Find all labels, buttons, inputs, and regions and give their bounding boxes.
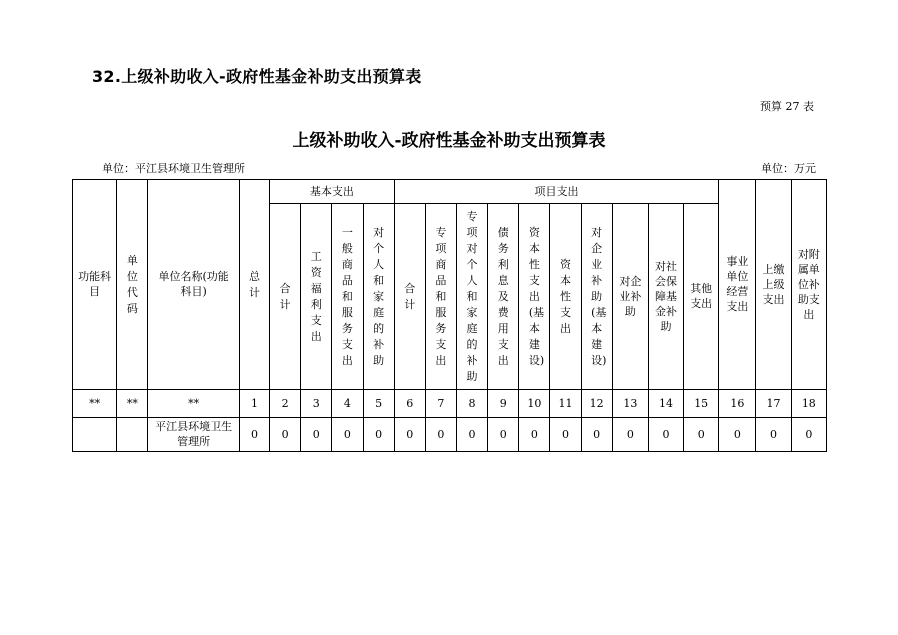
index-cell: ** (117, 390, 148, 418)
index-cell: 7 (425, 390, 456, 418)
header-basic-goods: 一般商品和服务支出 (332, 204, 363, 390)
unit-name-label: 单位：平江县环境卫生管理所 (102, 162, 245, 175)
data-value-cell: 0 (456, 418, 487, 452)
budget-table (72, 179, 827, 452)
index-cell: 2 (270, 390, 301, 418)
header-proj-other: 其他支出 (684, 204, 719, 390)
data-value-cell: 0 (519, 418, 550, 452)
data-unit-code (117, 418, 148, 452)
header-total: 总计 (239, 180, 269, 390)
header-basic-wages: 工资福利支出 (301, 204, 332, 390)
header-basic-personal: 对个人和家庭的补助 (363, 204, 394, 390)
table-row (73, 418, 827, 452)
data-value-cell: 0 (363, 418, 394, 452)
index-cell: 1 (239, 390, 269, 418)
table-title: 上级补助收入-政府性基金补助支出预算表 (292, 131, 606, 151)
index-cell: 13 (612, 390, 648, 418)
currency-unit-label: 单位：万元 (761, 162, 816, 175)
header-upper: 上缴上级支出 (756, 180, 791, 390)
data-value-cell: 0 (791, 418, 826, 452)
header-proj-capital-build: 资本性支出(基本建设) (519, 204, 550, 390)
index-cell: 3 (301, 390, 332, 418)
header-basic-total: 合计 (270, 204, 301, 390)
header-unit-code: 单位代码 (117, 180, 148, 390)
data-value-cell: 0 (488, 418, 519, 452)
header-proj-capital: 资本性支出 (550, 204, 581, 390)
header-proj-debt: 债务利息及费用支出 (488, 204, 519, 390)
index-cell: 16 (719, 390, 756, 418)
data-value-cell: 0 (684, 418, 719, 452)
document-heading: 32.上级补助收入-政府性基金补助支出预算表 (92, 67, 422, 86)
header-group-row (73, 180, 827, 204)
data-value-cell: 0 (301, 418, 332, 452)
index-cell: 15 (684, 390, 719, 418)
data-func-subject (73, 418, 117, 452)
header-business: 事业单位经营支出 (719, 180, 756, 390)
index-cell: 10 (519, 390, 550, 418)
header-func-subject: 功能科目 (73, 180, 117, 390)
data-value-cell: 0 (648, 418, 683, 452)
index-cell: 8 (456, 390, 487, 418)
index-cell: ** (148, 390, 239, 418)
data-value-cell: 0 (612, 418, 648, 452)
header-proj-total: 合计 (394, 204, 425, 390)
header-proj-ent-build: 对企业补助(基本建设) (581, 204, 612, 390)
header-unit-name: 单位名称(功能科目) (148, 180, 239, 390)
data-value-cell: 0 (332, 418, 363, 452)
index-cell: 11 (550, 390, 581, 418)
header-affiliated: 对附属单位补助支出 (791, 180, 826, 390)
data-value-cell: 0 (394, 418, 425, 452)
index-cell: 4 (332, 390, 363, 418)
data-unit-name: 平江县环境卫生管理所 (148, 418, 239, 452)
index-cell: 6 (394, 390, 425, 418)
header-proj-personal: 专项对个人和家庭的补助 (456, 204, 487, 390)
data-value-cell: 0 (239, 418, 269, 452)
header-proj-ent: 对企业补助 (612, 204, 648, 390)
index-cell: ** (73, 390, 117, 418)
index-cell: 12 (581, 390, 612, 418)
index-cell: 9 (488, 390, 519, 418)
index-cell: 18 (791, 390, 826, 418)
data-value-cell: 0 (581, 418, 612, 452)
index-cell: 5 (363, 390, 394, 418)
index-cell: 17 (756, 390, 791, 418)
table-number: 预算 27 表 (760, 100, 814, 113)
header-proj-social: 对社会保障基金补助 (648, 204, 683, 390)
index-cell: 14 (648, 390, 683, 418)
data-value-cell: 0 (550, 418, 581, 452)
header-basic-group: 基本支出 (270, 180, 395, 204)
header-proj-goods: 专项商品和服务支出 (425, 204, 456, 390)
data-value-cell: 0 (270, 418, 301, 452)
table-index-row (73, 390, 827, 418)
data-value-cell: 0 (719, 418, 756, 452)
data-value-cell: 0 (756, 418, 791, 452)
header-project-group: 项目支出 (394, 180, 719, 204)
data-value-cell: 0 (425, 418, 456, 452)
